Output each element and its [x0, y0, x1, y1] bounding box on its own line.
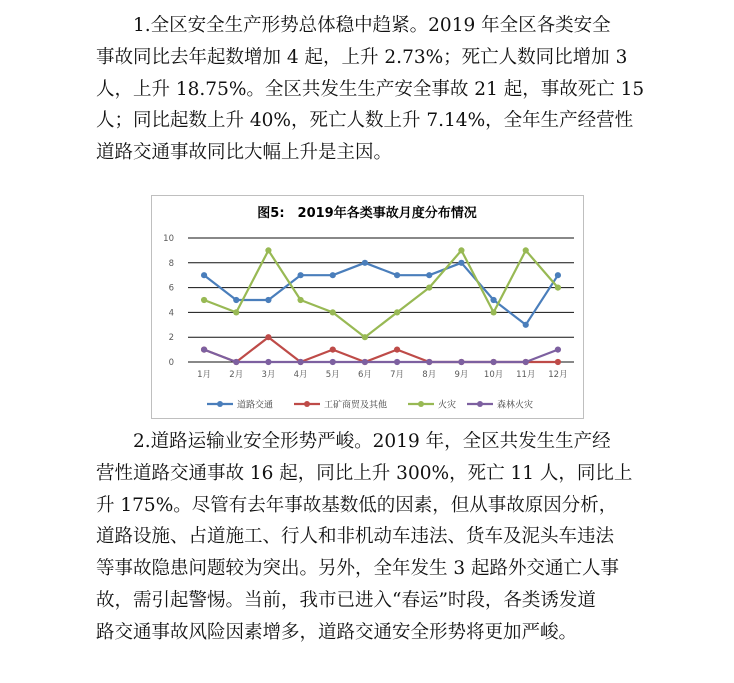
- text-line: 路交通事故风险因素增多，道路交通安全形势将更加严峻。: [96, 621, 578, 643]
- x-tick-label: 6月: [357, 370, 372, 380]
- data-point: [201, 347, 207, 353]
- text-line: 事故同比去年起数增加 4 起，上升 2.73%；死亡人数同比增加 3: [96, 46, 628, 68]
- data-point: [330, 359, 336, 365]
- data-point: [490, 359, 496, 365]
- data-point: [458, 260, 464, 266]
- data-point: [297, 272, 303, 278]
- paragraph-road-transport: [96, 426, 656, 649]
- y-tick-label: 8: [168, 258, 174, 269]
- y-tick-label: 10: [163, 234, 174, 244]
- text-line: 道路设施、占道施工、行人和非机动车违法、货车及泥头车违法: [96, 526, 615, 548]
- data-point: [297, 297, 303, 303]
- x-tick-label: 4月: [293, 370, 308, 380]
- data-point: [265, 297, 271, 303]
- data-point: [362, 260, 368, 266]
- data-point: [233, 359, 239, 365]
- data-point: [523, 359, 529, 365]
- data-point: [201, 272, 207, 278]
- data-point: [555, 347, 561, 353]
- x-tick-label: 9月: [454, 370, 469, 380]
- text-line: 人；同比起数上升 40%，死亡人数上升 7.14%，全年生产经营性: [96, 110, 634, 132]
- paragraph-overall-situation: [96, 10, 656, 169]
- data-point: [265, 247, 271, 253]
- text-line: 道路交通事故同比大幅上升是主因。: [96, 142, 393, 164]
- chart-title: 图5: 2019年各类事故月度分布情况: [257, 206, 477, 221]
- data-point: [394, 272, 400, 278]
- chart-canvas: [152, 196, 583, 418]
- data-point: [458, 359, 464, 365]
- data-point: [426, 285, 432, 291]
- text-line: 2.道路运输业安全形势严峻。2019 年，全区共发生生产经: [133, 431, 611, 452]
- text-line: 人，上升 18.75%。全区共发生生产安全事故 21 起，事故死亡 15: [96, 78, 645, 100]
- y-tick-label: 4: [168, 308, 174, 319]
- data-point: [490, 297, 496, 303]
- y-tick-label: 2: [168, 333, 174, 344]
- data-point: [233, 297, 239, 303]
- legend-marker: [304, 401, 310, 407]
- data-point: [394, 309, 400, 315]
- data-point: [523, 322, 529, 328]
- data-point: [265, 359, 271, 365]
- text-line: 1.全区安全生产形势总体稳中趋紧。2019 年全区各类安全: [133, 15, 611, 36]
- y-tick-label: 6: [168, 283, 174, 294]
- data-point: [394, 359, 400, 365]
- legend-label: 火灾: [438, 400, 457, 411]
- data-point: [330, 272, 336, 278]
- data-point: [458, 247, 464, 253]
- x-tick-label: 3月: [261, 370, 276, 380]
- data-point: [330, 347, 336, 353]
- data-point: [201, 297, 207, 303]
- data-point: [297, 359, 303, 365]
- x-tick-label: 8月: [422, 370, 437, 380]
- data-point: [265, 334, 271, 340]
- data-point: [555, 285, 561, 291]
- data-point: [394, 347, 400, 353]
- data-point: [426, 359, 432, 365]
- data-point: [426, 272, 432, 278]
- text-line: 营性道路交通事故 16 起，同比上升 300%，死亡 11 人，同比上: [96, 462, 633, 484]
- x-tick-label: 7月: [390, 370, 405, 380]
- y-tick-label: 0: [168, 358, 174, 368]
- x-tick-label: 5月: [325, 370, 340, 380]
- data-point: [490, 309, 496, 315]
- series-line: [204, 250, 558, 337]
- text-line: 升 175%。尽管有去年事故基数低的因素，但从事故原因分析，: [96, 494, 618, 516]
- legend-label: 森林火灾: [497, 400, 534, 411]
- series-line: [204, 337, 558, 362]
- data-point: [555, 359, 561, 365]
- text-line: 故，需引起警惕。当前，我市已进入“春运”时段，各类诱发道: [96, 589, 596, 611]
- x-tick-label: 11月: [516, 370, 536, 380]
- text-line: 等事故隐患问题较为突出。另外，全年发生 3 起路外交通亡人事: [96, 558, 620, 580]
- x-tick-label: 2月: [229, 370, 244, 380]
- data-point: [523, 247, 529, 253]
- legend-marker: [477, 401, 483, 407]
- monthly-accident-chart: [151, 195, 584, 419]
- data-point: [555, 272, 561, 278]
- x-tick-label: 10月: [483, 370, 504, 380]
- legend-label: 工矿商贸及其他: [324, 400, 388, 411]
- legend-marker: [418, 401, 424, 407]
- legend-marker: [217, 401, 223, 407]
- legend-label: 道路交通: [237, 400, 274, 411]
- x-tick-label: 1月: [197, 370, 212, 380]
- data-point: [330, 309, 336, 315]
- data-point: [362, 334, 368, 340]
- data-point: [362, 359, 368, 365]
- data-point: [233, 309, 239, 315]
- x-tick-label: 12月: [548, 370, 568, 380]
